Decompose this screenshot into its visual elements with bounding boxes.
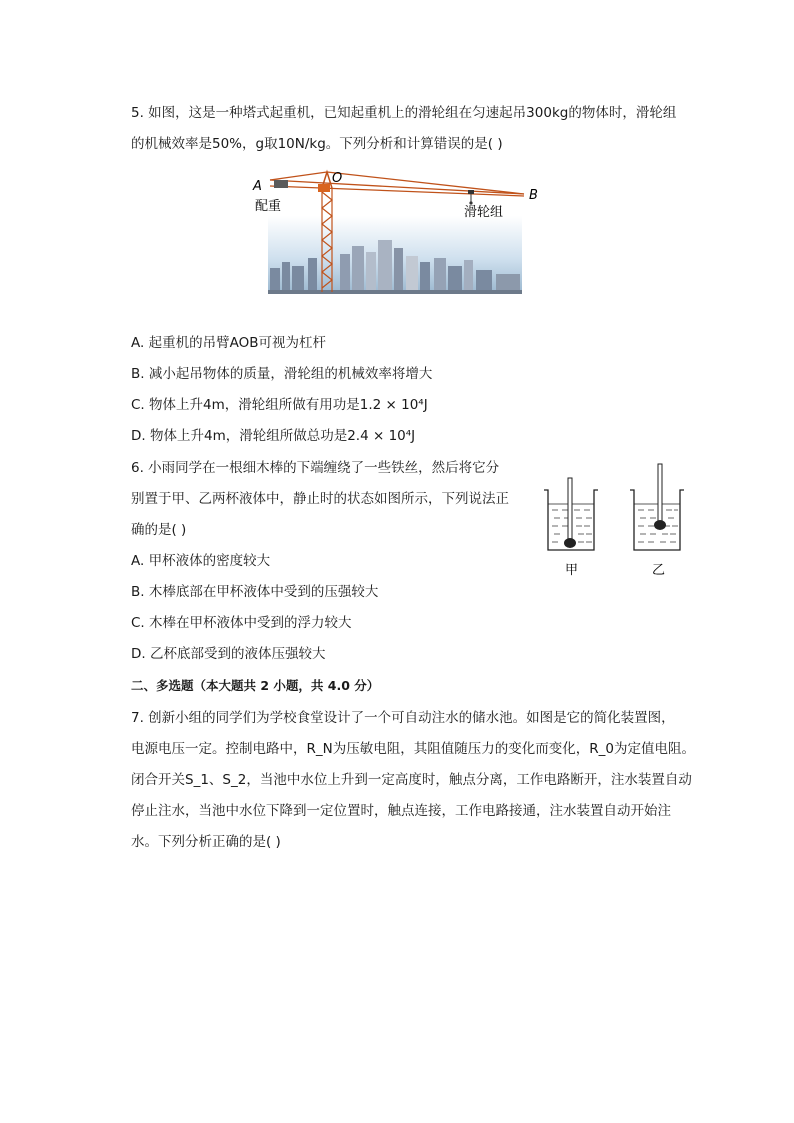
q6-stem-line-3: 确的是( ) bbox=[131, 522, 187, 538]
q6-stem-line-2: 别置于甲、乙两杯液体中，静止时的状态如图所示，下列说法正 bbox=[131, 491, 509, 507]
q6-option-b: B. 木棒底部在甲杯液体中受到的压强较大 bbox=[131, 584, 379, 600]
label-counterweight: 配重 bbox=[255, 199, 282, 214]
beaker-left bbox=[544, 478, 598, 550]
q7-stem-line-1: 7. 创新小组的同学们为学校食堂设计了一个可自动注水的储水池。如图是它的简化装置图， bbox=[131, 710, 675, 726]
q7-stem-line-2: 电源电压一定。控制电路中，R_N为压敏电阻，其阻值随压力的变化而变化，R_0为定值电阻。 bbox=[131, 741, 695, 757]
q6-option-d: D. 乙杯底部受到的液体压强较大 bbox=[131, 646, 326, 662]
label-jia: 甲 bbox=[565, 563, 579, 578]
q5-option-c: C. 物体上升4m，滑轮组所做有用功是1.2 × 10⁴J bbox=[131, 397, 428, 413]
crane-jib bbox=[270, 172, 524, 196]
q5-option-a: A. 起重机的吊臂AOB可视为杠杆 bbox=[131, 335, 326, 351]
label-pulley-group: 滑轮组 bbox=[464, 205, 504, 220]
iron-wire-left bbox=[564, 538, 576, 548]
iron-wire-right bbox=[654, 520, 666, 530]
trolley bbox=[468, 190, 474, 194]
section-heading-multiple-choice: 二、多选题（本大题共 2 小题，共 4.0 分） bbox=[131, 678, 380, 693]
q7-stem-line-3: 闭合开关S_1、S_2，当池中水位上升到一定高度时，触点分离，工作电路断开，注水装置自动 bbox=[131, 772, 692, 788]
q5-stem-line-2: 的机械效率是50%，g取10N/kg。下列分析和计算错误的是( ) bbox=[131, 136, 503, 152]
label-A: A bbox=[253, 179, 262, 194]
q6-option-a: A. 甲杯液体的密度较大 bbox=[131, 553, 271, 569]
q6-stem-line-1: 6. 小雨同学在一根细木棒的下端缠绕了一些铁丝，然后将它分 bbox=[131, 460, 500, 476]
q5-option-b: B. 减小起吊物体的质量，滑轮组的机械效率将增大 bbox=[131, 366, 433, 382]
crane-figure bbox=[250, 166, 550, 296]
label-yi: 乙 bbox=[652, 563, 666, 578]
label-B: B bbox=[529, 188, 538, 203]
label-O: O bbox=[332, 171, 343, 186]
beakers-figure bbox=[538, 458, 688, 583]
q5-option-d: D. 物体上升4m，滑轮组所做总功是2.4 × 10⁴J bbox=[131, 428, 416, 444]
q7-stem-line-4: 停止注水，当池中水位下降到一定位置时，触点连接，工作电路接通，注水装置自动开始注 bbox=[131, 803, 671, 819]
counterweight-block bbox=[274, 180, 288, 188]
q6-option-c: C. 木棒在甲杯液体中受到的浮力较大 bbox=[131, 615, 352, 631]
q7-stem-line-5: 水。下列分析正确的是( ) bbox=[131, 834, 281, 850]
q5-stem-line-1: 5. 如图，这是一种塔式起重机，已知起重机上的滑轮组在匀速起吊300kg的物体时，滑轮组 bbox=[131, 105, 677, 121]
beaker-right bbox=[630, 464, 684, 550]
